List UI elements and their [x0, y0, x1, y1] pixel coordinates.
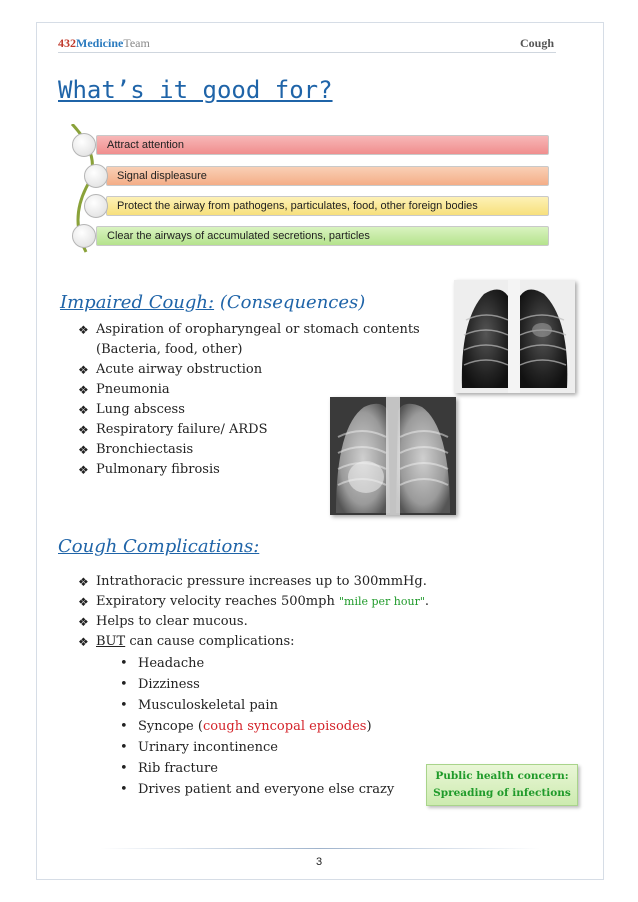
- circle-node-icon: [84, 164, 108, 188]
- circle-node-icon: [84, 194, 108, 218]
- bullet-icon: •: [120, 782, 128, 797]
- diamond-bullet-icon: ❖: [78, 323, 89, 337]
- list-item: [78, 592, 429, 612]
- brand-team: Team: [123, 36, 150, 50]
- bullet-icon: •: [120, 719, 128, 734]
- purpose-bar-protect: [106, 196, 549, 216]
- diamond-bullet-icon: ❖: [78, 363, 89, 377]
- impaired-cough-heading: [60, 292, 365, 313]
- complications-sublist: [118, 653, 394, 800]
- circle-node-icon: [72, 133, 96, 157]
- mph-note: "mile per hour": [338, 595, 425, 608]
- impaired-heading-main: Impaired Cough:: [60, 292, 215, 313]
- public-health-callout: [426, 764, 578, 806]
- page-title: What’s it good for?: [58, 76, 333, 104]
- bullet-icon: •: [120, 656, 128, 671]
- sublist-item: [118, 674, 394, 695]
- sublist-item-text: Dizziness: [138, 677, 200, 692]
- list-item-text: Acute airway obstruction: [96, 362, 263, 377]
- sublist-item-text: Urinary incontinence: [138, 740, 278, 755]
- sublist-item: [118, 758, 394, 779]
- callout-line-2: Spreading of infections: [433, 787, 571, 799]
- list-item-continuation: [78, 340, 420, 360]
- diamond-bullet-icon: ❖: [78, 383, 89, 397]
- list-item-text: (Bacteria, food, other): [96, 342, 243, 357]
- sublist-item: [118, 737, 394, 758]
- diamond-bullet-icon: ❖: [78, 463, 89, 477]
- brand-medicine: Medicine: [76, 36, 124, 50]
- purpose-bar-clear: [96, 226, 549, 246]
- page-number: 3: [315, 856, 323, 868]
- list-item-text-end: .: [424, 594, 430, 609]
- chest-xray-image: [330, 397, 456, 515]
- diamond-bullet-icon: ❖: [78, 443, 89, 457]
- diamond-bullet-icon: ❖: [78, 615, 89, 629]
- bullet-icon: •: [120, 677, 128, 692]
- bullet-icon: •: [120, 740, 128, 755]
- list-item: [78, 632, 429, 652]
- purpose-diagram: [60, 124, 560, 254]
- but-emphasis: BUT: [96, 634, 126, 649]
- sublist-item-text: Drives patient and everyone else crazy: [138, 782, 395, 797]
- purpose-bar-attract: [96, 135, 549, 155]
- sublist-item-text: Syncope (: [138, 719, 203, 734]
- sublist-item: [118, 716, 394, 737]
- purpose-label: Attract attention: [107, 139, 185, 151]
- list-item: [78, 612, 429, 632]
- diamond-bullet-icon: ❖: [78, 423, 89, 437]
- complications-list: [78, 572, 429, 652]
- list-item: [78, 320, 420, 340]
- purpose-bar-signal: [106, 166, 549, 186]
- chest-xray-image: [454, 280, 575, 393]
- sublist-item-text: Headache: [138, 656, 205, 671]
- list-item-text: Pulmonary fibrosis: [96, 462, 220, 477]
- diamond-bullet-icon: ❖: [78, 403, 89, 417]
- list-item-text: Pneumonia: [96, 382, 170, 397]
- sublist-item: [118, 779, 394, 800]
- sublist-item-text: Rib fracture: [138, 761, 218, 776]
- sublist-item: [118, 695, 394, 716]
- callout-line-1: Public health concern:: [435, 770, 569, 782]
- header-divider: [58, 52, 556, 53]
- brand: [58, 36, 150, 51]
- header-topic: Cough: [519, 36, 554, 50]
- list-item: [78, 360, 420, 380]
- list-item-text: Lung abscess: [96, 402, 185, 417]
- bullet-icon: •: [120, 761, 128, 776]
- list-item-text: Aspiration of oropharyngeal or stomach contents: [96, 322, 420, 337]
- bullet-icon: •: [120, 698, 128, 713]
- circle-node-icon: [72, 224, 96, 248]
- list-item-text: Respiratory failure/ ARDS: [96, 422, 268, 437]
- footer-divider: [100, 848, 540, 849]
- sublist-item-text-end: ): [366, 719, 372, 734]
- sublist-item: [118, 653, 394, 674]
- diamond-bullet-icon: ❖: [78, 575, 89, 589]
- purpose-label: Signal displeasure: [117, 170, 207, 182]
- purpose-label: Protect the airway from pathogens, particulates, food, other foreign bodies: [117, 200, 478, 212]
- list-item: [78, 572, 429, 592]
- complications-heading-text: Cough Complications:: [58, 536, 260, 557]
- list-item-text: Intrathoracic pressure increases up to 300mmHg.: [96, 574, 427, 589]
- syncope-note: cough syncopal episodes: [202, 719, 367, 734]
- cough-complications-heading: [58, 536, 259, 557]
- diamond-bullet-icon: ❖: [78, 635, 89, 649]
- list-item-text: can cause complications:: [125, 634, 295, 649]
- list-item-text: Expiratory velocity reaches 500mph: [96, 594, 339, 609]
- list-item-text: Bronchiectasis: [96, 442, 194, 457]
- list-item-text: Helps to clear mucous.: [96, 614, 248, 629]
- brand-number: 432: [58, 36, 76, 50]
- purpose-label: Clear the airways of accumulated secretions, particles: [107, 230, 370, 242]
- diamond-bullet-icon: ❖: [78, 595, 89, 609]
- impaired-heading-sub: (Consequences): [219, 292, 366, 313]
- sublist-item-text: Musculoskeletal pain: [138, 698, 278, 713]
